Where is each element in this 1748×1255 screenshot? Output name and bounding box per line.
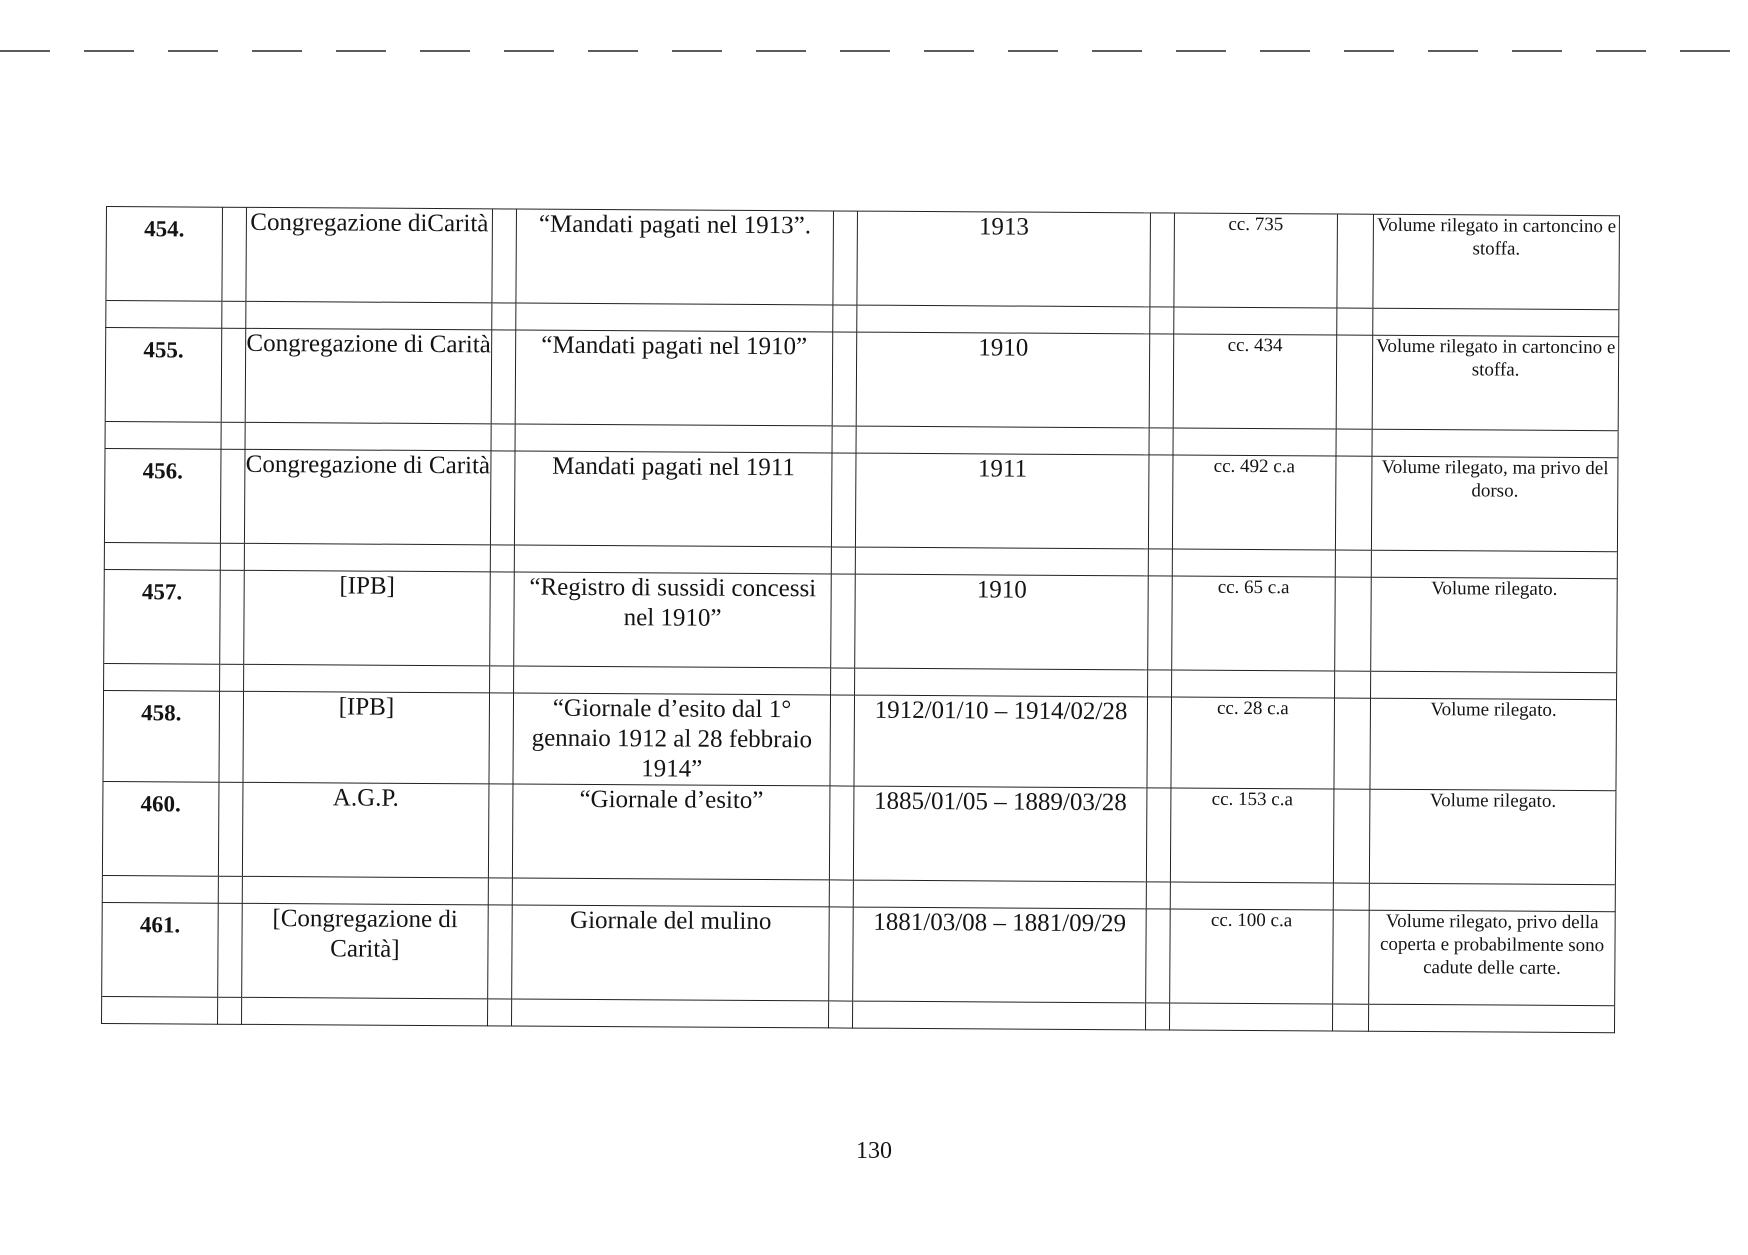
gap-cell — [1147, 697, 1172, 788]
spacer-cell — [1146, 882, 1171, 909]
table-row — [104, 569, 1618, 672]
spacer-cell — [831, 547, 856, 574]
date-cell: 1885/01/05 – 1889/03/28 — [854, 786, 1147, 882]
spacer-cell — [220, 543, 245, 570]
spacer-cell — [1170, 1003, 1333, 1031]
spacer-cell — [487, 999, 512, 1026]
gap-cell — [488, 784, 513, 878]
gap-cell — [1334, 698, 1371, 789]
spacer-cell — [831, 668, 856, 695]
spacer-cell — [1149, 428, 1174, 455]
spacer-cell — [1173, 428, 1336, 456]
spacer-cell — [489, 666, 514, 693]
spacer-cell — [1336, 429, 1373, 456]
gap-cell — [830, 695, 855, 786]
spacer-cell — [1145, 1003, 1170, 1030]
extent-cell: cc. 735 — [1174, 213, 1337, 308]
date-cell: 1910 — [857, 332, 1150, 428]
table-body — [102, 207, 1620, 1033]
producer-cell: [IPB] — [243, 691, 489, 783]
title-cell: Mandati pagati nel 1911 — [515, 451, 832, 547]
spacer-cell — [832, 426, 857, 453]
producer-cell: Congregazione diCarità — [246, 207, 492, 302]
gap-cell — [219, 691, 244, 782]
spacer-cell — [856, 547, 1149, 576]
table-row — [106, 207, 1620, 310]
producer-cell: Congregazione di Carità — [245, 449, 491, 544]
spacer-cell — [515, 424, 832, 453]
spacer-cell — [104, 542, 220, 570]
spacer-cell — [1335, 550, 1372, 577]
gap-cell — [218, 782, 243, 876]
row-number: 461. — [102, 902, 218, 997]
notes-cell: Volume rilegato. — [1371, 577, 1617, 672]
spacer-cell — [1371, 671, 1617, 700]
spacer-cell — [246, 301, 492, 330]
row-number: 457. — [104, 569, 220, 664]
spacer-cell — [1147, 670, 1172, 697]
table-row — [104, 448, 1618, 551]
extent-cell: cc. 153 c.a — [1171, 788, 1334, 883]
spacer-cell — [217, 997, 242, 1024]
table-row — [102, 902, 1616, 1005]
gap-cell — [1336, 335, 1373, 429]
date-cell: 1912/01/10 – 1914/02/28 — [854, 695, 1147, 788]
gap-cell — [490, 451, 515, 545]
gap-cell — [217, 903, 242, 997]
title-cell: “Mandati pagati nel 1913”. — [516, 209, 833, 305]
gap-cell — [832, 332, 857, 426]
gap-cell — [1334, 577, 1371, 671]
archive-inventory-table — [101, 206, 1620, 1033]
producer-cell: A.G.P. — [243, 782, 489, 877]
spacer-cell — [829, 1001, 854, 1028]
row-number: 454. — [106, 207, 222, 302]
spacer-cell — [244, 543, 490, 572]
gap-cell — [829, 786, 854, 880]
title-cell: “Giornale d’esito dal 1° gennaio 1912 al 28 febbraio 1914” — [513, 693, 830, 786]
title-cell: Giornale del mulino — [512, 905, 829, 1001]
spacer-cell — [512, 878, 829, 907]
gap-cell — [1146, 788, 1171, 882]
spacer-cell — [514, 545, 831, 574]
spacer-cell — [244, 664, 490, 693]
gap-cell — [833, 211, 858, 305]
spacer-cell — [1150, 307, 1175, 334]
gap-cell — [489, 693, 514, 784]
spacer-cell — [854, 880, 1147, 909]
table-row — [102, 781, 1616, 884]
gap-cell — [1145, 909, 1170, 1003]
gap-cell — [1337, 214, 1374, 308]
spacer-cell — [245, 422, 491, 451]
title-cell: “Mandati pagati nel 1910” — [515, 330, 832, 426]
spacer-cell — [1148, 549, 1173, 576]
gap-cell — [1150, 213, 1175, 307]
date-cell: 1913 — [857, 211, 1150, 307]
spacer-cell — [105, 421, 221, 449]
notes-cell: Volume rilegato. — [1370, 789, 1616, 884]
spacer-cell — [853, 1001, 1146, 1030]
spacer-cell — [106, 301, 222, 329]
extent-cell: cc. 492 c.a — [1173, 455, 1336, 550]
gap-cell — [1333, 789, 1370, 883]
spacer-cell — [102, 875, 218, 903]
spacer-cell — [1170, 882, 1333, 910]
spacer-cell — [242, 876, 488, 905]
gap-cell — [491, 330, 516, 424]
spacer-cell — [488, 878, 513, 905]
gap-cell — [222, 207, 247, 301]
spacer-cell — [1369, 883, 1615, 912]
spacer-cell — [1333, 883, 1370, 910]
gap-cell — [831, 453, 856, 547]
spacer-cell — [857, 305, 1150, 334]
date-cell: 1911 — [856, 453, 1149, 549]
notes-cell: Volume rilegato in cartoncino e stoffa. — [1373, 214, 1619, 309]
spacer-cell — [856, 426, 1149, 455]
gap-cell — [1335, 456, 1372, 550]
date-cell: 1910 — [855, 574, 1148, 670]
producer-cell: [Congregazione di Carità] — [242, 903, 488, 998]
spacer-cell — [1334, 671, 1371, 698]
row-number: 456. — [104, 448, 220, 543]
spacer-cell — [1174, 307, 1337, 335]
spacer-cell — [855, 668, 1148, 697]
spacer-cell — [1369, 1004, 1615, 1033]
title-cell: “Giornale d’esito” — [513, 784, 830, 880]
spacer-cell — [219, 664, 244, 691]
gap-cell — [829, 907, 854, 1001]
spacer-cell — [104, 663, 220, 691]
gap-cell — [1149, 334, 1174, 428]
gap-cell — [221, 328, 246, 422]
producer-cell: [IPB] — [244, 570, 490, 665]
row-number: 460. — [102, 781, 218, 876]
spacer-cell — [514, 666, 831, 695]
spacer-cell — [102, 996, 218, 1024]
notes-cell: Volume rilegato. — [1370, 698, 1616, 790]
gap-cell — [1332, 910, 1369, 1004]
gap-cell — [831, 574, 856, 668]
table-row — [105, 328, 1619, 431]
date-cell: 1881/03/08 – 1881/09/29 — [853, 907, 1146, 1003]
spacer-cell — [492, 303, 517, 330]
table-row — [103, 690, 1617, 790]
producer-cell: Congregazione di Carità — [245, 328, 491, 423]
notes-cell: Volume rilegato, ma privo del dorso. — [1372, 456, 1618, 551]
spacer-cell — [222, 301, 247, 328]
gap-cell — [1147, 576, 1172, 670]
notes-cell: Volume rilegato, privo della coperta e probabilmente sono cadute delle carte. — [1369, 910, 1615, 1005]
spacer-cell — [221, 422, 246, 449]
spacer-cell — [1373, 308, 1619, 337]
extent-cell: cc. 28 c.a — [1171, 697, 1334, 789]
spacer-cell — [491, 424, 516, 451]
extent-cell: cc. 100 c.a — [1170, 909, 1333, 1004]
spacer-cell — [1332, 1004, 1369, 1031]
gap-cell — [220, 449, 245, 543]
spacer-cell — [829, 880, 854, 907]
gap-cell — [490, 572, 515, 666]
extent-cell: cc. 434 — [1173, 334, 1336, 429]
top-dashed-rule — [0, 50, 1748, 52]
spacer-cell — [833, 305, 858, 332]
spacer-cell — [1172, 549, 1335, 577]
spacer-cell — [218, 876, 243, 903]
gap-cell — [492, 209, 517, 303]
gap-cell — [488, 905, 513, 999]
spacer-cell — [1336, 308, 1373, 335]
spacer-cell — [1172, 670, 1335, 698]
page-number: 130 — [856, 1138, 892, 1164]
spacer-cell — [512, 999, 829, 1028]
row-number: 458. — [103, 690, 219, 782]
extent-cell: cc. 65 c.a — [1172, 576, 1335, 671]
row-number: 455. — [105, 328, 221, 423]
gap-cell — [219, 570, 244, 664]
spacer-cell — [490, 545, 515, 572]
gap-cell — [1148, 455, 1173, 549]
spacer-cell — [242, 997, 488, 1026]
spacer-cell — [1371, 550, 1617, 579]
spacer-cell — [1372, 429, 1618, 458]
title-cell: “Registro di sussidi concessi nel 1910” — [514, 572, 831, 668]
spacer-cell — [516, 303, 833, 332]
notes-cell: Volume rilegato in cartoncino e stoffa. — [1372, 335, 1618, 430]
